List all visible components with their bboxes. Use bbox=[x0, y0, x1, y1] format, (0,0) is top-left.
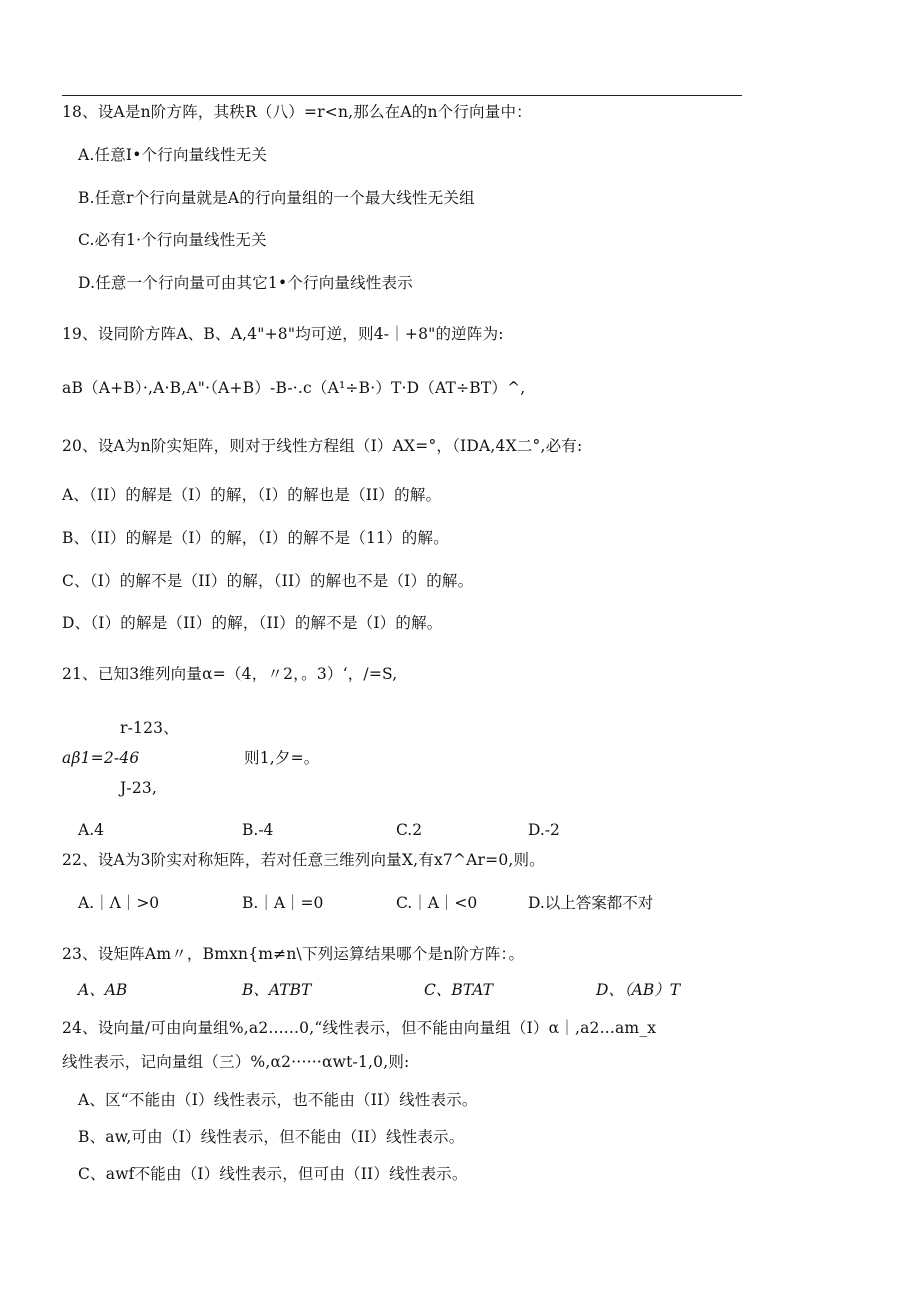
q22-option-c: C.｜A｜<0 bbox=[396, 894, 478, 912]
q24-option-a: A、区“不能由（I）线性表示，也不能由（II）线性表示。 bbox=[78, 1091, 478, 1109]
q20-option-c: C、（I）的解不是（II）的解，（II）的解也不是（I）的解。 bbox=[62, 572, 474, 590]
q21-stem: 21、已知3维列向量α=（4，〃2，。3）‘，/=S, bbox=[62, 665, 398, 683]
q23-option-d: D、（AB）T bbox=[596, 981, 681, 999]
q22-stem: 22、设A为3阶实对称矩阵，若对任意三维列向量X,有x7^Ar=0,则。 bbox=[62, 851, 545, 869]
q21-question: 则1,夕=。 bbox=[244, 749, 320, 767]
q24-option-c: C、awf不能由（I）线性表示，但可由（II）线性表示。 bbox=[78, 1165, 468, 1183]
q21-option-b: B.-4 bbox=[242, 821, 274, 839]
q23-stem: 23、设矩阵Am〃，Bmxn{m≠n\下列运算结果哪个是n阶方阵：。 bbox=[62, 945, 525, 963]
q21-matrix-row2: aβ1=2-46 bbox=[62, 749, 140, 767]
q20-option-a: A、（II）的解是（I）的解，（I）的解也是（II）的解。 bbox=[62, 486, 442, 504]
q19-stem: 19、设同阶方阵A、B、A,4"+8"均可逆，则4-｜+8"的逆阵为: bbox=[62, 325, 504, 343]
q18-option-b: B.任意r个行向量就是A的行向量组的一个最大线性无关组 bbox=[78, 189, 475, 207]
q21-matrix-row3: J-23, bbox=[120, 779, 158, 797]
q20-option-b: B、（II）的解是（I）的解，（I）的解不是（11）的解。 bbox=[62, 529, 449, 547]
q23-option-a: A、AB bbox=[78, 981, 128, 999]
q22-option-d: D.以上答案都不对 bbox=[528, 894, 654, 912]
q22-option-b: B.｜A｜=0 bbox=[242, 894, 324, 912]
q18-option-d: D.任意一个行向量可由其它1•个行向量线性表示 bbox=[78, 274, 413, 292]
q23-option-b: B、ATBT bbox=[242, 981, 312, 999]
q21-option-d: D.-2 bbox=[528, 821, 560, 839]
q21-matrix-row1: r-123、 bbox=[120, 719, 179, 737]
q19-options: aB（A+B）·,A·B,A"·（A+B）-B-·.c（A¹÷B·）T·D（AT÷BT）^, bbox=[62, 379, 526, 397]
header-rule bbox=[62, 95, 742, 96]
q18-option-c: C.必有1·个行向量线性无关 bbox=[78, 231, 267, 249]
q21-option-c: C.2 bbox=[396, 821, 423, 839]
q20-option-d: D、（I）的解是（II）的解，（II）的解不是（I）的解。 bbox=[62, 614, 443, 632]
q18-stem: 18、设A是n阶方阵，其秩R（八）=r<n,那么在A的n个行向量中： bbox=[62, 103, 532, 121]
q24-stem-line2: 线性表示，记向量组（三）%,α2······αwt-1,0,则: bbox=[62, 1053, 410, 1071]
q24-option-b: B、aw,可由（I）线性表示，但不能由（II）线性表示。 bbox=[78, 1128, 465, 1146]
q24-stem-line1: 24、设向量/可由向量组%,a2......0,“线性表示，但不能由向量组（I）α｜,a2...am_x bbox=[62, 1019, 657, 1037]
q23-option-c: C、BTAT bbox=[424, 981, 493, 999]
q18-option-a: A.任意I•个行向量线性无关 bbox=[78, 146, 268, 164]
q22-option-a: A.｜Λ｜>0 bbox=[78, 894, 160, 912]
q20-stem: 20、设A为n阶实矩阵，则对于线性方程组（I）AX=°，（IDA,4X二°,必有: bbox=[62, 437, 583, 455]
q21-option-a: A.4 bbox=[78, 821, 104, 839]
